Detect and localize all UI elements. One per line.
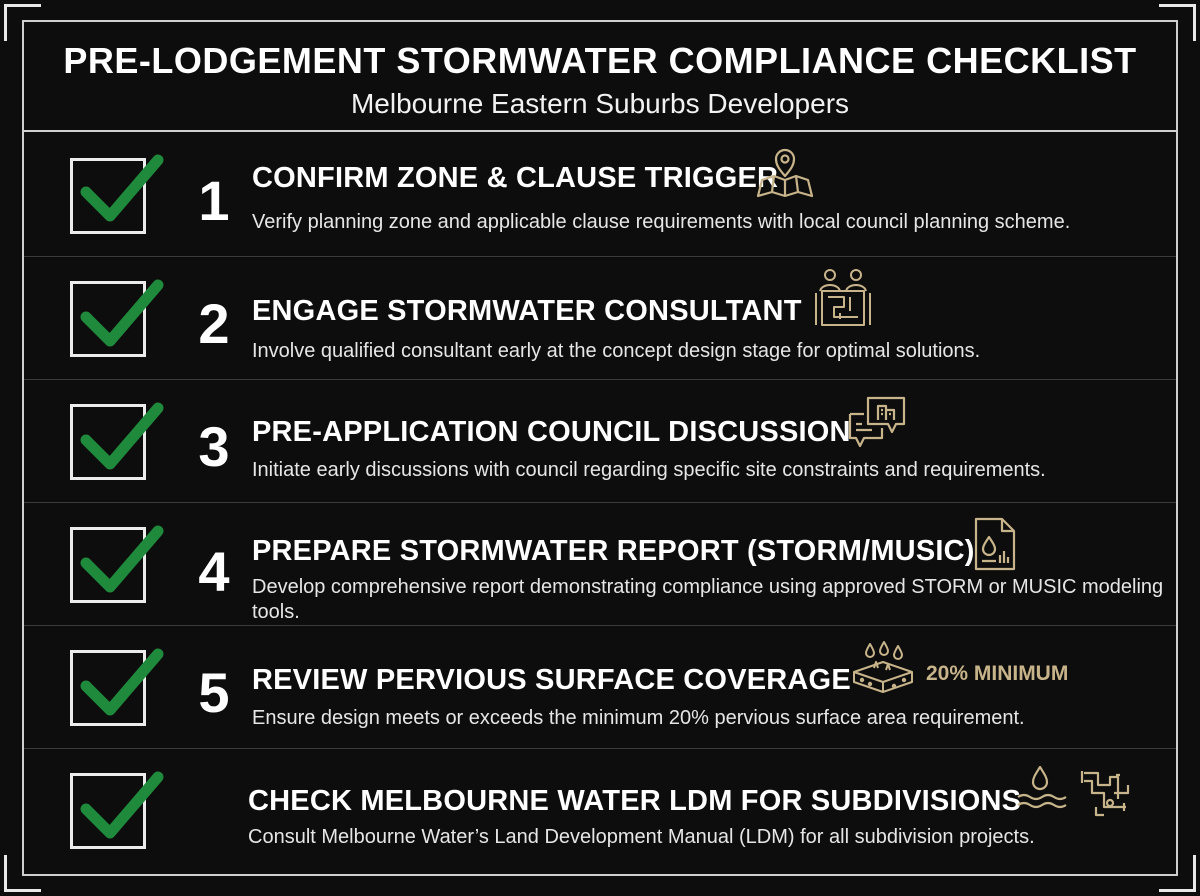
checklist-item-2: [24, 257, 1176, 380]
water-pipes-icon: [1014, 763, 1140, 821]
checklist-item-6: [24, 749, 1176, 874]
consultants-plan-icon: [810, 267, 876, 329]
checklist-item-1: [24, 132, 1176, 257]
step-title: PRE-APPLICATION COUNCIL DISCUSSION: [252, 416, 851, 448]
step-description: Involve qualified consultant early at the concept design stage for optimal solutions.: [252, 340, 981, 362]
step-title: ENGAGE STORMWATER CONSULTANT: [252, 295, 802, 327]
step-number: 2: [198, 292, 230, 355]
checklist-item-5: [24, 626, 1176, 749]
checkmark-icon: [74, 146, 164, 230]
checklist-item-3: [24, 380, 1176, 503]
step-title: CONFIRM ZONE & CLAUSE TRIGGER: [252, 162, 779, 194]
report-document-icon: [972, 515, 1018, 573]
checkmark-icon: [74, 640, 164, 724]
header: [24, 22, 1176, 132]
pervious-soil-icon: [850, 640, 916, 696]
page-subtitle: Melbourne Eastern Suburbs Developers: [350, 88, 850, 119]
step-number: 3: [198, 415, 230, 478]
step-description: Verify planning zone and applicable clause requirements with local council planning scheme.: [252, 211, 1071, 233]
checkmark-icon: [74, 763, 164, 847]
checkmark-icon: [74, 271, 164, 355]
minimum-badge: 20% MINIMUM: [926, 662, 1069, 685]
step-description: Ensure design meets or exceeds the minimum 20% pervious surface area requirement.: [252, 707, 1025, 729]
step-number: 5: [198, 661, 230, 724]
checklist-item-4: [24, 503, 1176, 626]
step-title: PREPARE STORMWATER REPORT (STORM/MUSIC): [252, 535, 975, 567]
step-number: 4: [198, 540, 230, 603]
checkmark-icon: [74, 517, 164, 601]
step-description: Develop comprehensive report demonstrating compliance using approved STORM or MUSIC modeling tools.: [252, 576, 1164, 623]
checkmark-icon: [74, 394, 164, 478]
page-title: PRE-LODGEMENT STORMWATER COMPLIANCE CHECKLIST: [63, 40, 1137, 81]
step-number: 1: [198, 169, 230, 232]
discussion-bubbles-icon: [846, 394, 908, 450]
step-title: REVIEW PERVIOUS SURFACE COVERAGE: [252, 664, 851, 696]
step-description: Initiate early discussions with council regarding specific site constraints and requirements.: [252, 459, 1046, 481]
step-description: Consult Melbourne Water’s Land Development Manual (LDM) for all subdivision projects.: [248, 826, 1035, 848]
step-title: CHECK MELBOURNE WATER LDM FOR SUBDIVISIONS: [248, 785, 1022, 817]
map-pin-icon: [754, 146, 816, 200]
